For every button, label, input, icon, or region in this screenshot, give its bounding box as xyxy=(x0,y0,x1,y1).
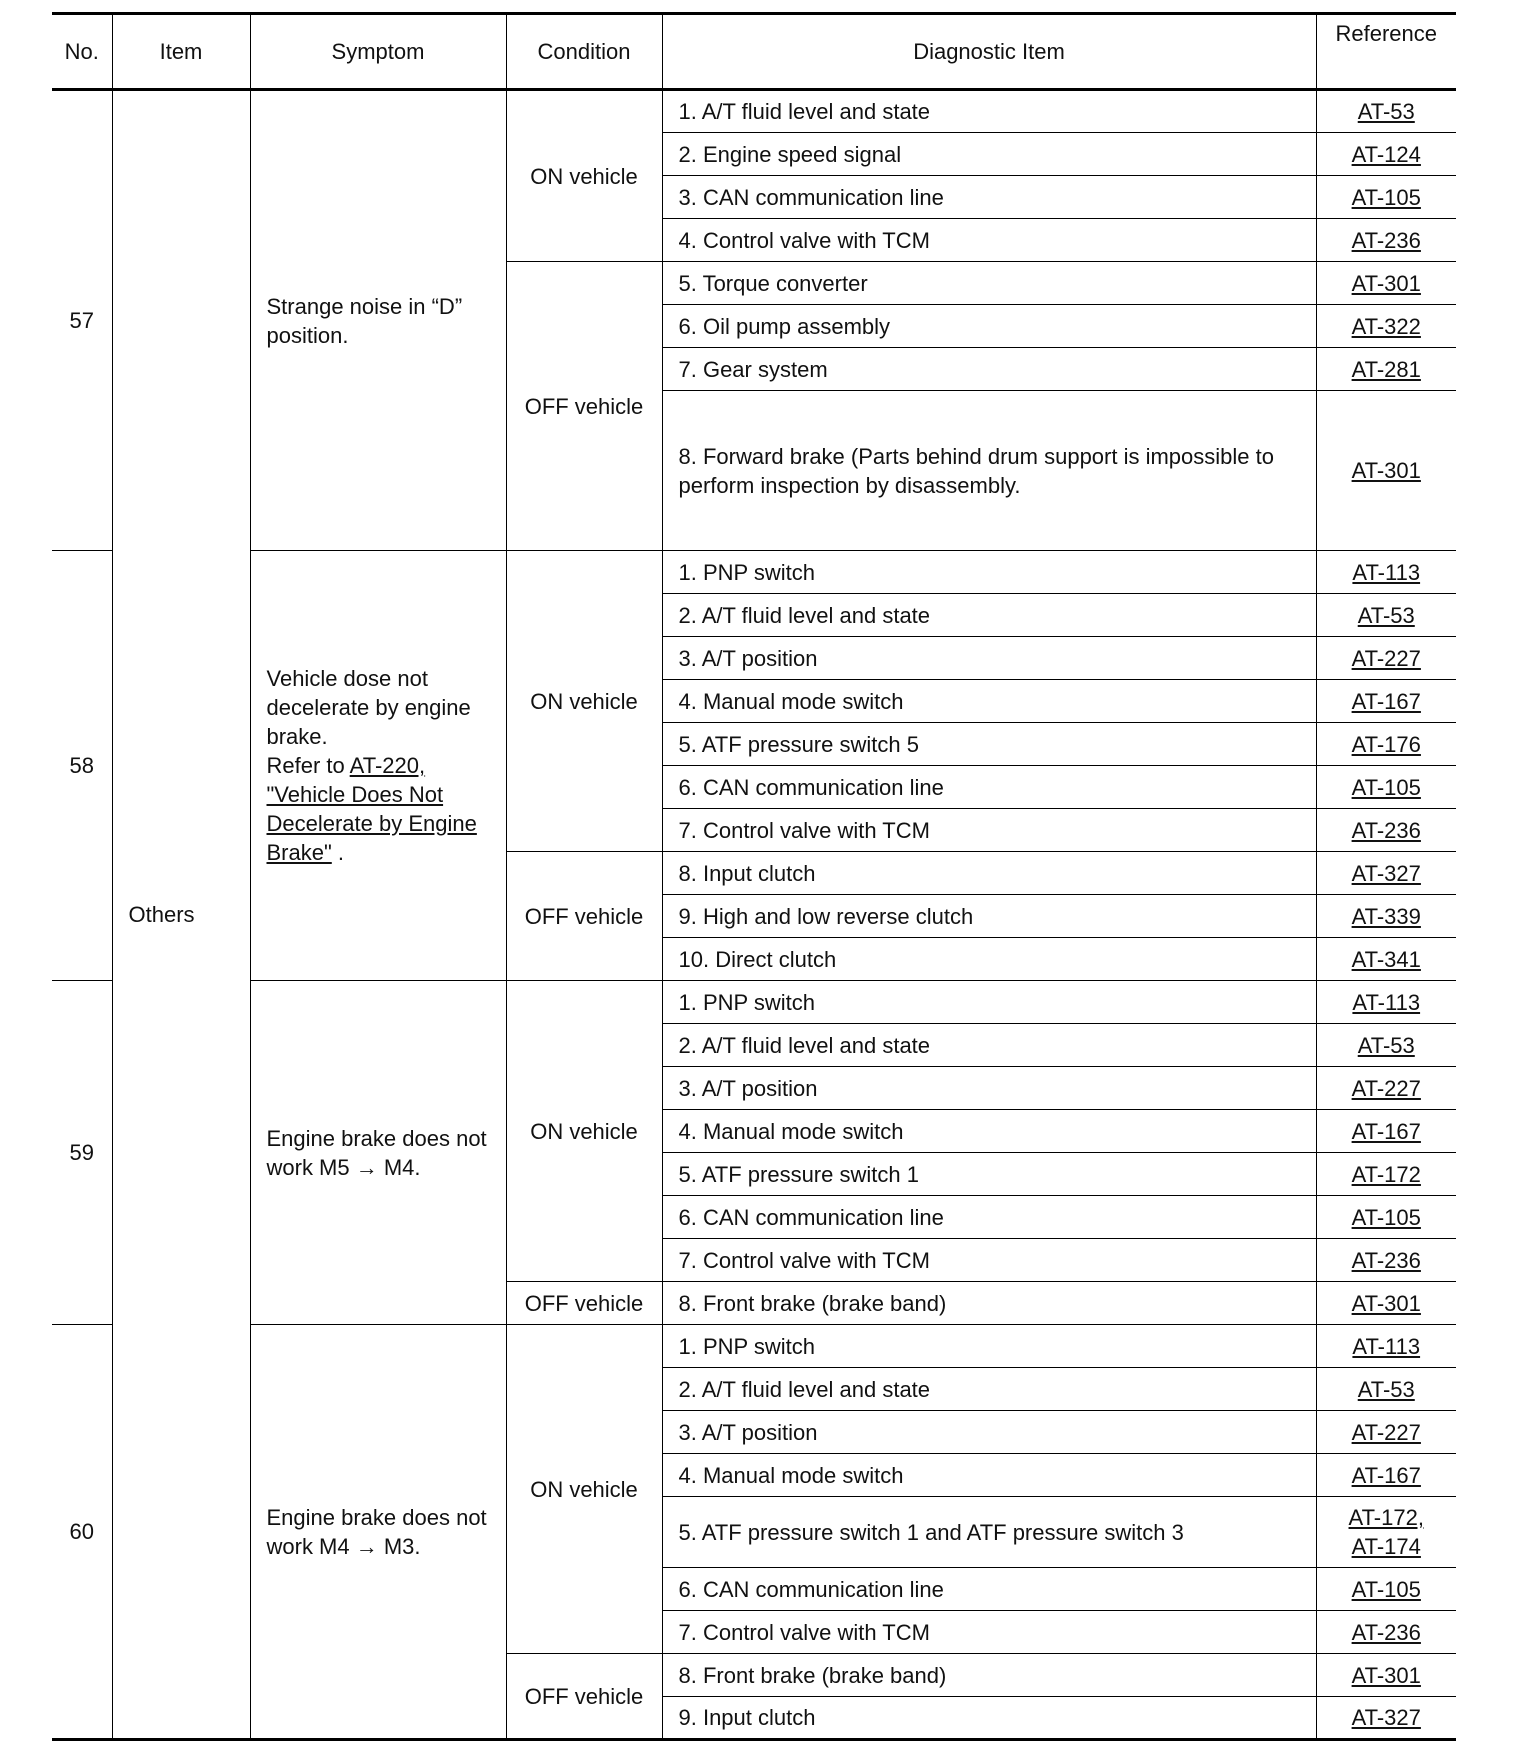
reference-link[interactable]: AT-236 xyxy=(1351,817,1421,843)
reference-link[interactable]: AT-53 xyxy=(1357,1376,1415,1402)
diagnostic-item: 7. Control valve with TCM xyxy=(662,809,1316,852)
diagnostic-item: 7. Gear system xyxy=(662,348,1316,391)
diagnostic-item: 1. A/T fluid level and state xyxy=(662,90,1316,133)
symptom-text: Vehicle dose not decelerate by engine brake. xyxy=(266,666,471,749)
diagnostic-item: 9. High and low reverse clutch xyxy=(662,895,1316,938)
table-row xyxy=(52,551,1456,594)
diagnostic-item: 1. PNP switch xyxy=(662,981,1316,1024)
reference-link[interactable]: AT-301 xyxy=(1351,1662,1421,1688)
reference-link[interactable]: AT-227 xyxy=(1351,1075,1421,1101)
diagnostic-item: 2. A/T fluid level and state xyxy=(662,1368,1316,1411)
symptom-refer-suffix: . xyxy=(337,840,345,865)
diagnostic-item: 5. ATF pressure switch 5 xyxy=(662,723,1316,766)
condition-cell: OFF vehicle xyxy=(506,1654,662,1740)
reference-link[interactable]: AT-167 xyxy=(1351,1118,1421,1144)
diagnostic-item: 3. A/T position xyxy=(662,1411,1316,1454)
condition-cell: ON vehicle xyxy=(506,981,662,1282)
reference-link[interactable]: AT-301 xyxy=(1351,458,1421,483)
diagnostic-item: 9. Input clutch xyxy=(662,1697,1316,1740)
reference-link[interactable]: AT-236 xyxy=(1351,1247,1421,1273)
reference-link[interactable]: AT-339 xyxy=(1351,903,1421,929)
reference-link[interactable]: AT-301 xyxy=(1351,270,1421,296)
header-no: No. xyxy=(52,14,112,90)
reference-link[interactable]: AT-174 xyxy=(1351,1534,1421,1559)
row-number: 57 xyxy=(52,90,112,551)
diagnostic-item: 8. Front brake (brake band) xyxy=(662,1282,1316,1325)
diagnostic-item: 3. A/T position xyxy=(662,637,1316,680)
reference-link[interactable]: AT-322 xyxy=(1351,313,1421,339)
condition-cell: ON vehicle xyxy=(506,1325,662,1654)
diagnostic-item: 10. Direct clutch xyxy=(662,938,1316,981)
condition-cell: OFF vehicle xyxy=(506,852,662,981)
reference-link[interactable]: AT-105 xyxy=(1351,1204,1421,1230)
reference-link[interactable]: AT-327 xyxy=(1351,860,1421,886)
item-cell: Others xyxy=(112,90,250,1740)
reference-link[interactable]: AT-167 xyxy=(1351,688,1421,714)
table-row xyxy=(52,90,1456,133)
diagnostic-item: 5. ATF pressure switch 1 xyxy=(662,1153,1316,1196)
reference-link[interactable]: AT-113 xyxy=(1352,989,1421,1015)
condition-cell: ON vehicle xyxy=(506,551,662,852)
reference-link[interactable]: AT-53 xyxy=(1357,99,1415,124)
reference-link[interactable]: AT-341 xyxy=(1351,946,1421,972)
symptom-refer-prefix: Refer to xyxy=(266,753,345,778)
reference-link[interactable]: AT-105 xyxy=(1351,1576,1421,1602)
diagnostic-item: 8. Input clutch xyxy=(662,852,1316,895)
table-row xyxy=(52,981,1456,1024)
diagnostic-item: 6. CAN communication line xyxy=(662,766,1316,809)
row-number: 58 xyxy=(52,551,112,981)
diagnostic-item: 1. PNP switch xyxy=(662,551,1316,594)
diagnostic-item: 1. PNP switch xyxy=(662,1325,1316,1368)
diagnostic-item: 4. Manual mode switch xyxy=(662,1454,1316,1497)
condition-cell: OFF vehicle xyxy=(506,1282,662,1325)
reference-link[interactable]: AT-227 xyxy=(1351,1419,1421,1445)
diagnostic-item: 2. A/T fluid level and state xyxy=(662,1024,1316,1067)
diagnostic-item: 5. Torque converter xyxy=(662,262,1316,305)
reference-link[interactable]: AT-301 xyxy=(1351,1290,1421,1316)
diagnostic-item: 8. Forward brake (Parts behind drum support is impossible to perform inspection by disassembly. xyxy=(662,391,1316,551)
symptom-cell xyxy=(250,551,506,981)
header-symptom: Symptom xyxy=(250,14,506,90)
diagnostic-item: 6. CAN communication line xyxy=(662,1568,1316,1611)
reference-link[interactable]: AT-236 xyxy=(1351,1619,1421,1645)
reference-link[interactable]: AT-113 xyxy=(1352,1333,1421,1359)
diagnostic-item: 2. Engine speed signal xyxy=(662,133,1316,176)
diagnostic-item: 8. Front brake (brake band) xyxy=(662,1654,1316,1697)
reference-link[interactable]: AT-281 xyxy=(1351,356,1421,382)
row-number: 59 xyxy=(52,981,112,1325)
diagnostic-item: 3. CAN communication line xyxy=(662,176,1316,219)
condition-cell: ON vehicle xyxy=(506,90,662,262)
reference-link[interactable]: AT-167 xyxy=(1351,1462,1421,1488)
diagnostic-item: 3. A/T position xyxy=(662,1067,1316,1110)
header-diagnostic-item: Diagnostic Item xyxy=(662,14,1316,90)
header-row xyxy=(52,14,1456,90)
condition-cell: OFF vehicle xyxy=(506,262,662,551)
reference-link[interactable]: AT-105 xyxy=(1351,774,1421,800)
row-number: 60 xyxy=(52,1325,112,1740)
diagnostic-item: 7. Control valve with TCM xyxy=(662,1611,1316,1654)
reference-link[interactable]: AT-236 xyxy=(1351,227,1421,253)
reference-link[interactable]: AT-124 xyxy=(1351,141,1421,167)
reference-link[interactable]: AT-53 xyxy=(1357,1032,1415,1058)
header-reference: Reference xyxy=(1316,14,1456,90)
reference-link[interactable]: AT-327 xyxy=(1351,1705,1421,1730)
diagnostic-item: 4. Manual mode switch xyxy=(662,1110,1316,1153)
header-item: Item xyxy=(112,14,250,90)
symptom-cell: Strange noise in “D” position. xyxy=(250,90,506,551)
header-condition: Condition xyxy=(506,14,662,90)
diagnostic-item: 4. Manual mode switch xyxy=(662,680,1316,723)
reference-link[interactable]: AT-172, xyxy=(1348,1505,1424,1530)
reference-link[interactable]: AT-113 xyxy=(1352,559,1421,585)
reference-link[interactable]: AT-172 xyxy=(1351,1161,1421,1187)
diagnostic-item: 2. A/T fluid level and state xyxy=(662,594,1316,637)
reference-link[interactable]: AT-176 xyxy=(1351,731,1421,757)
table-row xyxy=(52,1325,1456,1368)
diagnostic-item: 6. CAN communication line xyxy=(662,1196,1316,1239)
diagnosis-table xyxy=(52,12,1456,1741)
diagnostic-item: 6. Oil pump assembly xyxy=(662,305,1316,348)
reference-link[interactable]: AT-105 xyxy=(1351,184,1421,210)
reference-link[interactable]: AT-53 xyxy=(1357,602,1415,628)
reference-link[interactable]: AT-227 xyxy=(1351,645,1421,671)
diagnostic-item: 5. ATF pressure switch 1 and ATF pressure switch 3 xyxy=(662,1497,1316,1568)
symptom-cell: Engine brake does not work M5 → M4. xyxy=(250,981,506,1325)
diagnostic-item: 7. Control valve with TCM xyxy=(662,1239,1316,1282)
diagnostic-item: 4. Control valve with TCM xyxy=(662,219,1316,262)
symptom-cell: Engine brake does not work M4 → M3. xyxy=(250,1325,506,1740)
symptom-refer-link[interactable]: AT-220, "Vehicle Does Not Decelerate by Engine Brake" xyxy=(266,753,477,865)
